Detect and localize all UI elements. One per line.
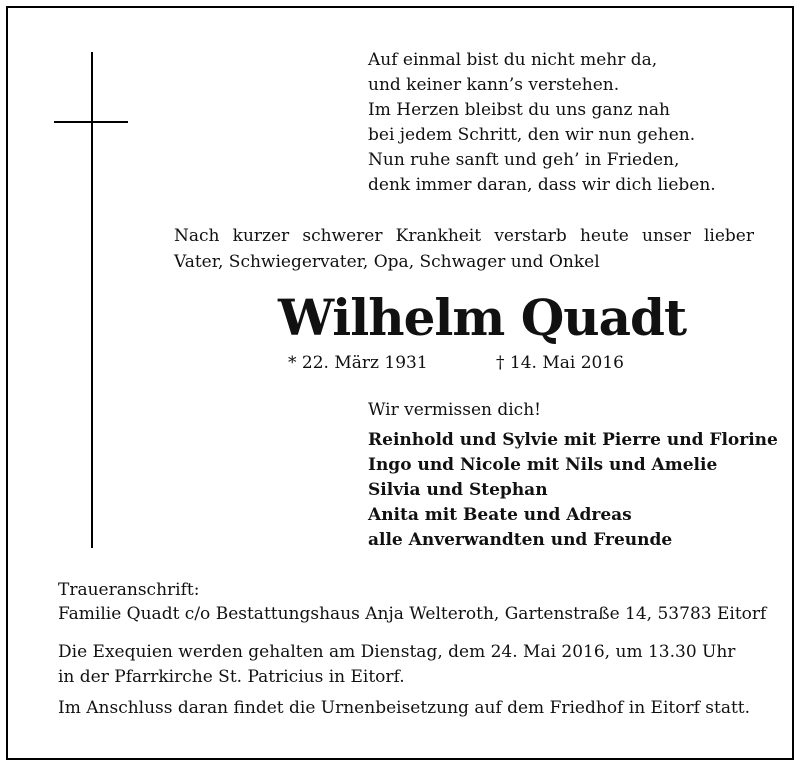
urn-burial-info: Im Anschluss daran findet die Urnenbeisetzung auf dem Friedhof in Eitorf statt. [58,698,751,718]
family-line: Ingo und Nicole mit Nils und Amelie [368,455,718,475]
family-line: Anita mit Beate und Adreas [368,505,632,525]
poem-line: denk immer daran, dass wir dich lieben. [368,175,716,195]
cross-icon-vertical [91,52,93,548]
deceased-name: Wilhelm Quadt [278,288,687,347]
we-miss-you: Wir vermissen dich! [368,400,541,420]
family-line: Reinhold und Sylvie mit Pierre und Florine [368,430,778,450]
death-date: † 14. Mai 2016 [496,353,624,373]
address-label: Traueranschrift: [58,580,200,600]
obituary-notice [6,6,794,760]
family-list [368,428,778,553]
intro-text: Nach kurzer schwerer Krankheit verstarb heute unser lieber Vater, Schwiegervater, Opa, Schwager und Onkel [174,226,754,272]
poem [368,48,716,198]
poem-line: und keiner kann’s verstehen. [368,75,620,95]
mourning-address: Familie Quadt c/o Bestattungshaus Anja Welteroth, Gartenstraße 14, 53783 Eitorf [58,604,767,624]
exequien-info: Die Exequien werden gehalten am Dienstag, dem 24. Mai 2016, um 13.30 Uhr in der Pfarrkirche St. Patricius in Eitorf. [58,642,736,687]
poem-line: bei jedem Schritt, den wir nun gehen. [368,125,696,145]
family-line: alle Anverwandten und Freunde [368,530,673,550]
poem-line: Auf einmal bist du nicht mehr da, [368,50,658,70]
poem-line: Nun ruhe sanft und geh’ in Frieden, [368,150,680,170]
poem-line: Im Herzen bleibst du uns ganz nah [368,100,670,120]
cross-icon-horizontal [54,121,128,123]
family-line: Silvia und Stephan [368,480,548,500]
birth-date: * 22. März 1931 [288,353,428,373]
